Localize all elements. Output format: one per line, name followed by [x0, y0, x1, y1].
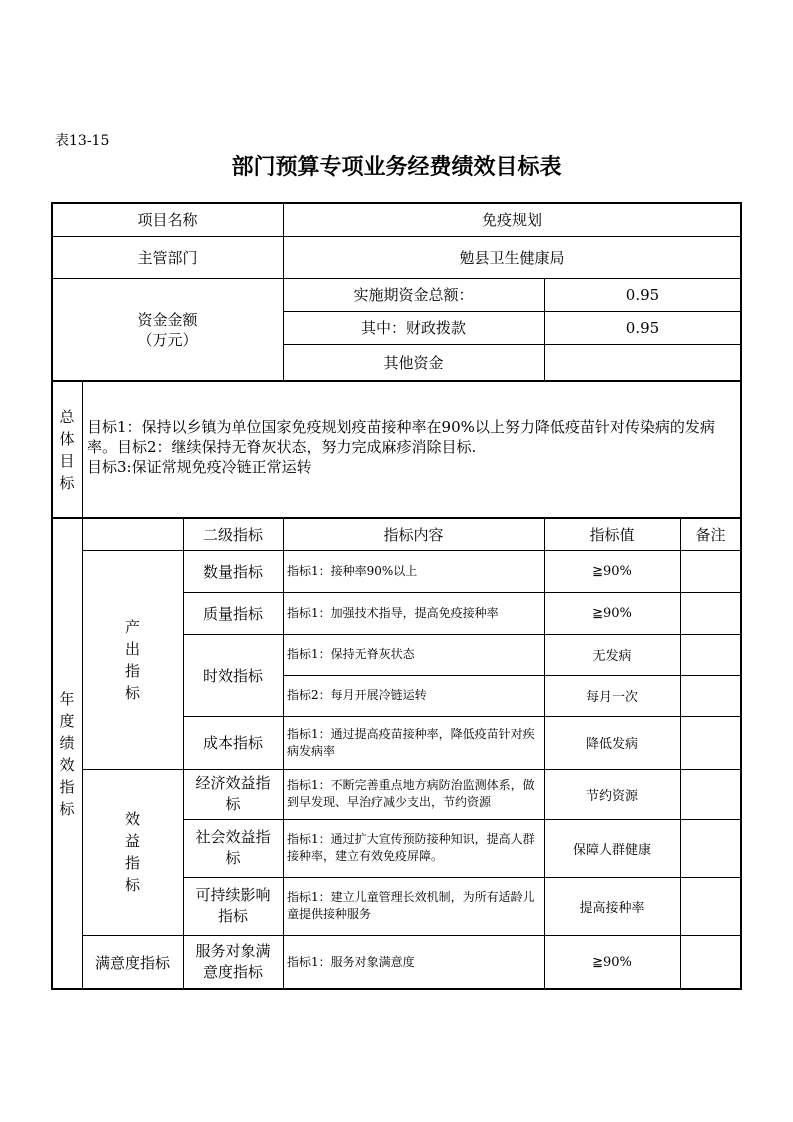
funds-fiscal-label: 其中：财政拨款	[360, 319, 466, 337]
economic-value: 节约资源	[585, 788, 638, 804]
project-name-label: 项目名称	[137, 211, 198, 229]
grid-line	[52, 380, 741, 382]
grid-line	[82, 550, 741, 551]
grid-line	[52, 278, 741, 279]
timeliness-label: 时效指标	[202, 666, 263, 685]
funds-label-cell	[52, 278, 283, 381]
header-content: 指标内容	[383, 525, 444, 544]
grid-line	[544, 278, 545, 381]
cost-label: 成本指标	[202, 734, 263, 752]
sustainable-label: 可持续影响指标	[195, 886, 271, 925]
timeliness-value-1: 无发病	[592, 649, 632, 664]
economic-label: 经济效益指标	[195, 774, 271, 813]
overall-goal-label: 总 体 目 标	[59, 407, 75, 492]
page-title: 部门预算专项业务经费绩效目标表	[231, 155, 562, 180]
table-number: 表13-15	[55, 133, 110, 149]
cost-content: 指标1：通过提高疫苗接种率，降低疫苗针对疾病发病率	[287, 726, 535, 758]
grid-line	[183, 819, 741, 820]
satisfaction-label: 满意度指标	[94, 953, 170, 972]
funds-other-value	[544, 344, 741, 381]
grid-line	[283, 203, 284, 381]
table-border-top	[51, 202, 742, 204]
grid-line	[283, 344, 741, 345]
grid-line	[82, 381, 83, 989]
grid-line	[283, 311, 741, 312]
social-value: 保障人群健康	[572, 842, 651, 858]
grid-line	[183, 518, 184, 989]
grid-line	[283, 675, 741, 676]
benefit-indicator-label: 效 益 指 标	[124, 810, 140, 894]
grid-line	[52, 517, 741, 519]
timeliness-content-2: 指标2：每月开展冷链运转	[287, 688, 427, 702]
sustainable-value: 提高接种率	[579, 900, 645, 916]
dept-label: 主管部门	[137, 248, 198, 267]
sustainable-content: 指标1：建立儿童管理长效机制，为所有适龄儿童提供接种服务	[287, 890, 535, 921]
annual-indicator-label: 年 度 绩 效 指 标	[59, 689, 75, 818]
quality-label: 质量指标	[202, 604, 263, 623]
dept-value: 勉县卫生健康局	[459, 248, 565, 267]
timeliness-value-2: 每月一次	[585, 690, 638, 705]
social-content: 指标1：通过扩大宣传预防接种知识，提高人群接种率，建立有效免疫屏障。	[287, 832, 535, 863]
table-border-bottom	[51, 988, 742, 990]
funds-label: 资金金额	[137, 310, 198, 329]
output-indicator-label: 产 出 指 标	[124, 617, 140, 702]
grid-line	[183, 634, 741, 635]
funds-fiscal-value: 0.95	[625, 318, 660, 337]
table-border-right	[740, 202, 742, 990]
funds-other-label: 其他资金	[383, 354, 444, 372]
social-label: 社会效益指标	[195, 828, 271, 867]
grid-line	[544, 518, 545, 989]
economic-content: 指标1：不断完善重点地方病防治监测体系，做到早发现、早治疗减少支出，节约资源	[287, 778, 535, 809]
overall-goal-text: 目标1：保持以乡镇为单位国家免疫规划疫苗接种率在90%以上努力降低疫苗针对传染病的发病率。目标2：继续保持无脊灰状态，努力完成麻疹消除目标. 目标3:保证常规免疫冷链正常运转	[87, 418, 715, 476]
header-level2: 二级指标	[202, 525, 263, 544]
grid-line	[52, 236, 741, 237]
quality-value: ≧90%	[592, 605, 632, 621]
grid-line	[82, 935, 741, 936]
satisfaction-content: 指标1：服务对象满意度	[287, 954, 415, 969]
satisfaction-value: ≧90%	[592, 954, 632, 970]
header-value: 指标值	[589, 525, 635, 544]
timeliness-content-1: 指标1：保持无脊灰状态	[287, 647, 415, 661]
cost-value: 降低发病	[585, 737, 638, 752]
grid-line	[183, 877, 741, 878]
funds-unit: （万元）	[137, 330, 198, 349]
table-border-left	[51, 202, 53, 990]
grid-line	[680, 518, 681, 989]
funds-total-value: 0.95	[625, 285, 660, 304]
satisfaction-sub-label: 服务对象满意度指标	[195, 942, 271, 981]
quantity-value: ≧90%	[592, 563, 632, 579]
quantity-content: 指标1：接种率90%以上	[287, 563, 418, 578]
project-name-value: 免疫规划	[481, 211, 542, 229]
grid-line	[183, 592, 741, 593]
quality-content: 指标1：加强技术指导，提高免疫接种率	[287, 605, 499, 620]
grid-line	[283, 518, 284, 989]
grid-line	[183, 716, 741, 717]
quantity-label: 数量指标	[202, 562, 263, 581]
funds-total-label: 实施期资金总额：	[353, 286, 474, 304]
header-remark: 备注	[695, 525, 726, 544]
grid-line	[82, 769, 741, 770]
